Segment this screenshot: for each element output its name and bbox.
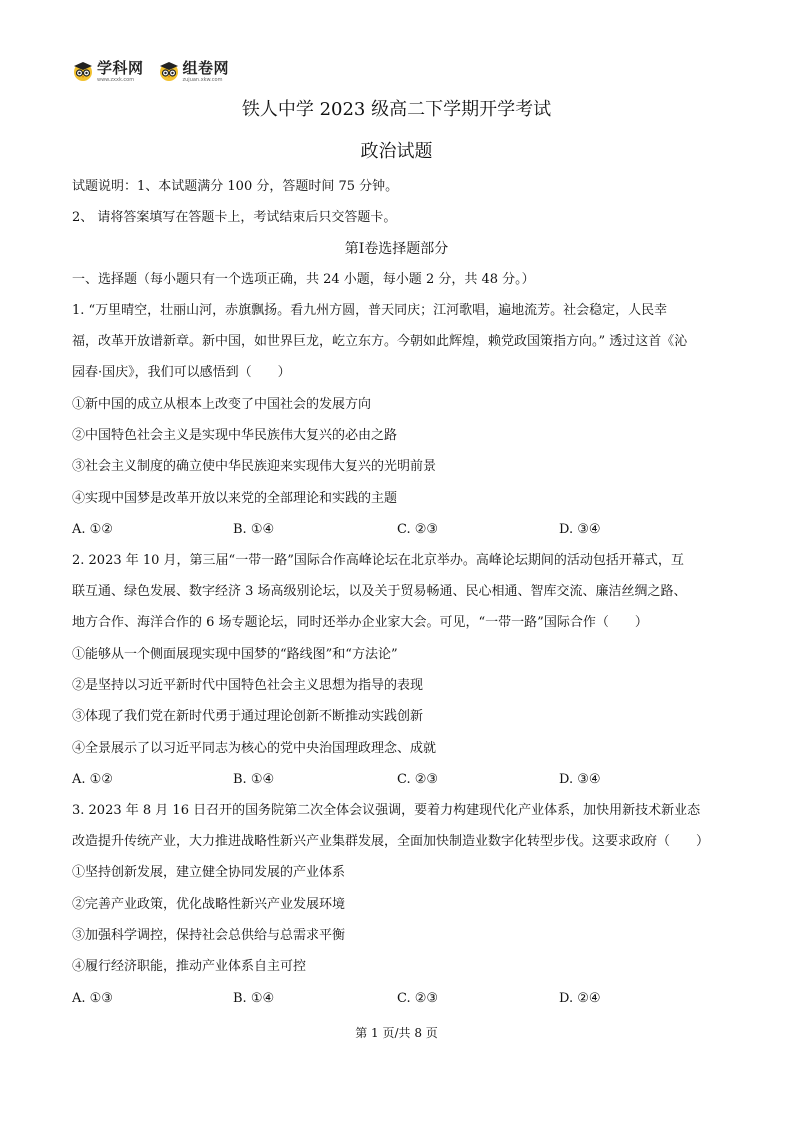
question-2-line: 地方合作、海洋合作的 6 场专题论坛，同时还举办企业家大会。可见，“一带一路”国际合作（ ）: [72, 615, 648, 630]
logo-url: www.zxxk.com: [97, 77, 135, 83]
part-title: 一、选择题（每小题只有一个选项正确，共 24 小题，每小题 2 分，共 48 分。）: [72, 272, 535, 287]
option-b[interactable]: B. ①④: [233, 522, 275, 537]
option-b[interactable]: B. ①④: [233, 991, 275, 1006]
question-1-line: 福，改革开放谱新章。新中国，如世界巨龙，屹立东方。今朝如此辉煌，赖党政国策指方向。” 透过这首《沁: [72, 334, 688, 349]
option-a[interactable]: A. ①②: [72, 772, 113, 787]
logo-zujuan[interactable]: [158, 60, 230, 83]
question-2-statement: ③体现了我们党在新时代勇于通过理论创新不断推动实践创新: [72, 709, 424, 724]
question-2-statement: ②是坚持以习近平新时代中国特色社会主义思想为指导的表现: [72, 678, 424, 693]
owl-icon: [72, 60, 94, 82]
option-a[interactable]: A. ①③: [72, 991, 113, 1006]
option-b[interactable]: B. ①④: [233, 772, 275, 787]
owl-icon: [158, 60, 180, 82]
instruction-line: 2、 请将答案填写在答题卡上，考试结束后只交答题卡。: [72, 210, 397, 225]
option-c[interactable]: C. ②③: [397, 772, 439, 787]
question-1-statement: ④实现中国梦是改革开放以来党的全部理论和实践的主题: [72, 491, 398, 506]
question-2-line: 联互通、绿色发展、数字经济 3 场高级别论坛，以及关于贸易畅通、民心相通、智库交流、廉洁丝绸之路、: [72, 584, 687, 599]
option-c[interactable]: C. ②③: [397, 522, 439, 537]
option-a[interactable]: A. ①②: [72, 522, 113, 537]
exam-title: 铁人中学 2023 级高二下学期开学考试: [241, 99, 552, 120]
exam-subtitle: 政治试题: [360, 141, 433, 162]
logo-xueke[interactable]: [72, 60, 144, 83]
option-d[interactable]: D. ②④: [559, 991, 601, 1006]
question-3-statement: ①坚持创新发展，建立健全协同发展的产业体系: [72, 865, 346, 880]
option-d[interactable]: D. ③④: [559, 522, 601, 537]
page-footer: 第 1 页/共 8 页: [355, 1026, 438, 1040]
question-2-statement: ①能够从一个侧面展现实现中国梦的“路线图”和“方法论”: [72, 647, 398, 662]
question-2-statement: ④全景展示了以习近平同志为核心的党中央治国理政理念、成就: [72, 741, 437, 756]
question-1-line: 1. “万里晴空，壮丽山河，赤旗飘扬。看九州方圆，普天同庆；江河歌唱，遍地流芳。社会稳定，人民幸: [72, 303, 668, 318]
logo-name: 学科网: [97, 59, 144, 77]
question-2-line: 2. 2023 年 10 月，第三届“一带一路”国际合作高峰论坛在北京举办。高峰论坛期间的活动包括开幕式，互: [72, 553, 684, 568]
question-1-statement: ①新中国的成立从根本上改变了中国社会的发展方向: [72, 397, 372, 412]
option-d[interactable]: D. ③④: [559, 772, 601, 787]
question-1-statement: ②中国特色社会主义是实现中华民族伟大复兴的必由之路: [72, 428, 398, 443]
question-3-statement: ④履行经济职能，推动产业体系自主可控: [72, 959, 307, 974]
option-c[interactable]: C. ②③: [397, 991, 439, 1006]
question-3-line: 改造提升传统产业，大力推进战略性新兴产业集群发展，全面加快制造业数字化转型步伐。这要求政府（ ）: [72, 834, 710, 849]
header-logos: [72, 60, 229, 94]
question-1-statement: ③社会主义制度的确立使中华民族迎来实现伟大复兴的光明前景: [72, 459, 437, 474]
instruction-line: 试题说明：1、本试题满分 100 分，答题时间 75 分钟。: [72, 179, 399, 194]
question-3-statement: ②完善产业政策，优化战略性新兴产业发展环境: [72, 897, 346, 912]
question-1-line: 园春·国庆》，我们可以感悟到（ ）: [72, 365, 291, 380]
question-3-statement: ③加强科学调控，保持社会总供给与总需求平衡: [72, 928, 346, 943]
logo-name: 组卷网: [182, 59, 230, 77]
section-title: 第Ⅰ卷选择题部分: [344, 241, 449, 257]
logo-url: zujuan.xkw.com: [182, 77, 223, 83]
question-3-line: 3. 2023 年 8 月 16 日召开的国务院第二次全体会议强调，要着力构建现代化产业体系，加快用新技术新业态: [72, 803, 701, 818]
